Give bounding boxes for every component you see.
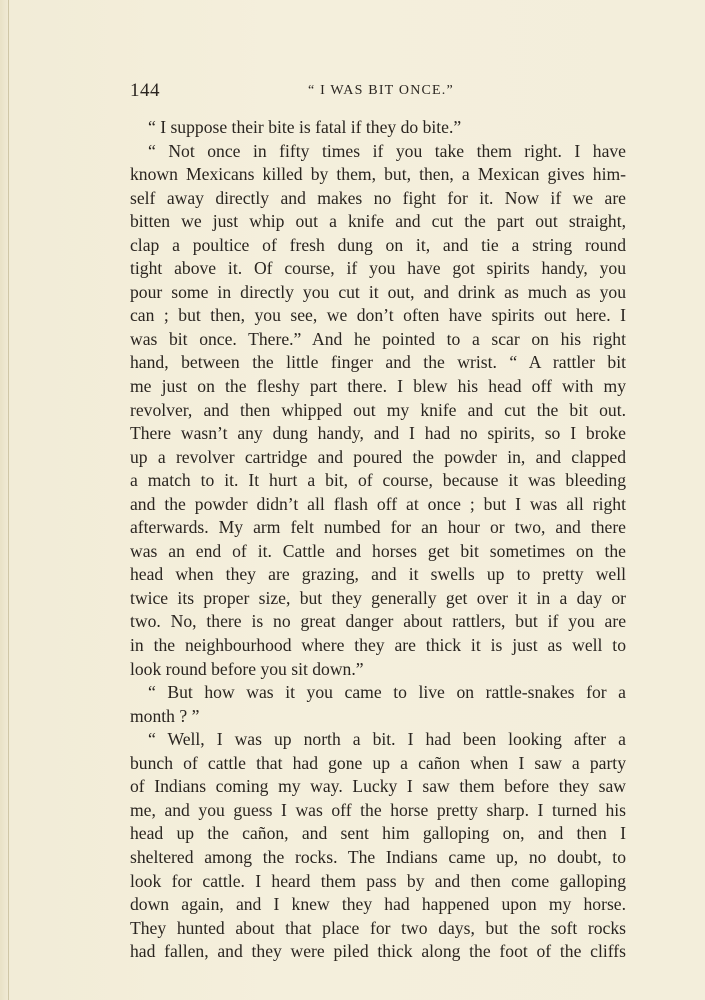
text-line: revolver, and then whipped out my knife and cut the bit out. — [130, 399, 626, 420]
text-line: of Indians coming my way. Lucky I saw them before they saw — [130, 776, 626, 797]
text-line: bitten we just whip out a knife and cut the part out straight, — [130, 211, 626, 232]
paragraph — [130, 728, 626, 963]
text-line: look for cattle. I heard them pass by and then come galloping — [130, 870, 626, 891]
text-line: sheltered among the rocks. The Indians came up, no doubt, to — [130, 846, 626, 867]
text-line: can ; but then, you see, we don’t often have spirits out here. I — [130, 305, 626, 326]
text-line: head up the cañon, and sent him galloping on, and then I — [130, 823, 626, 844]
text-line: “ But how was it you came to live on rattle-snakes for a — [148, 682, 626, 703]
text-line: look round before you sit down.” — [130, 658, 364, 679]
text-line: bunch of cattle that had gone up a cañon when I saw a party — [130, 752, 626, 773]
paragraph — [130, 140, 626, 682]
running-head: “ I WAS BIT ONCE.” — [308, 83, 454, 98]
text-line: up a revolver cartridge and poured the powder in, and clapped — [130, 446, 626, 467]
text-line: pour some in directly you cut it out, and drink as much as you — [130, 281, 626, 302]
text-line: and the powder didn’t all flash off at once ; but I was all right — [130, 493, 626, 514]
text-line: twice its proper size, but they generally get over it in a day or — [130, 587, 626, 608]
text-line: They hunted about that place for two days, but the soft rocks — [130, 917, 626, 938]
text-line: “ I suppose their bite is fatal if they do bite.” — [148, 117, 462, 137]
body-text — [130, 116, 626, 964]
text-line: down again, and I knew they had happened upon my horse. — [130, 894, 626, 915]
text-line: “ Well, I was up north a bit. I had been looking after a — [148, 729, 626, 750]
text-line: “ Not once in fifty times if you take them right. I have — [148, 140, 626, 161]
text-line: a match to it. It hurt a bit, of course, because it was bleeding — [130, 470, 626, 491]
text-line: There wasn’t any dung handy, and I had no spirits, so I broke — [130, 423, 626, 444]
page-header — [130, 80, 626, 106]
paragraph — [130, 681, 626, 728]
text-line: tight above it. Of course, if you have got spirits handy, you — [130, 258, 626, 279]
text-line: me just on the fleshy part there. I blew his head off with my — [130, 376, 626, 397]
text-line: was bit once. There.” And he pointed to a scar on his right — [130, 328, 626, 349]
text-line: self away directly and makes no fight for it. Now if we are — [130, 187, 626, 208]
page-number: 144 — [130, 80, 160, 101]
text-line: two. No, there is no great danger about rattlers, but if you are — [130, 611, 626, 632]
text-line: had fallen, and they were piled thick along the foot of the cliffs — [130, 941, 626, 962]
text-line: was an end of it. Cattle and horses get bit sometimes on the — [130, 540, 626, 561]
text-line: hand, between the little finger and the wrist. “ A rattler bit — [130, 352, 626, 373]
text-line: in the neighbourhood where they are thick it is just as well to — [130, 635, 626, 656]
text-line: clap a poultice of fresh dung on it, and tie a string round — [130, 234, 626, 255]
text-line: month ? ” — [130, 705, 200, 726]
text-line: afterwards. My arm felt numbed for an hour or two, and there — [130, 517, 626, 538]
text-line: head when they are grazing, and it swells up to pretty well — [130, 564, 626, 585]
text-line: known Mexicans killed by them, but, then, a Mexican gives him- — [130, 164, 626, 185]
page-binding-edge — [8, 0, 9, 1000]
text-line: me, and you guess I was off the horse pretty sharp. I turned his — [130, 799, 626, 820]
paragraph — [130, 116, 626, 140]
